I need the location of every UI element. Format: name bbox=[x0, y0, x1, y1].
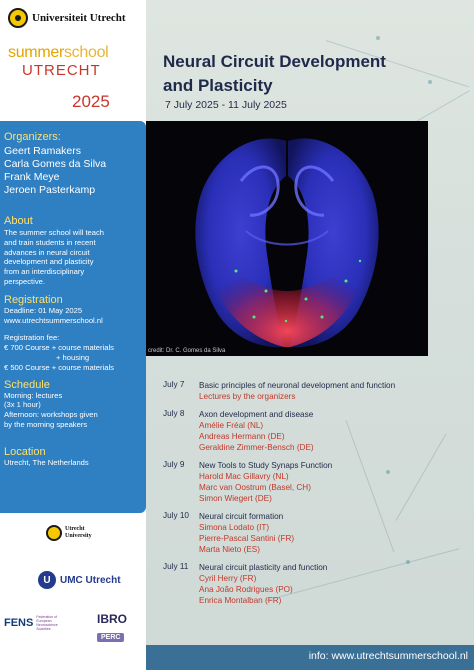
day-topic: Neural circuit formation bbox=[199, 512, 284, 521]
course-title bbox=[163, 50, 386, 98]
program-schedule bbox=[163, 380, 463, 606]
schedule-day bbox=[163, 511, 463, 555]
brain-microscopy-image bbox=[146, 121, 428, 356]
about-line: from an interdisciplinary bbox=[4, 267, 85, 277]
footer-website: info: www.utrechtsummerschool.nl bbox=[308, 650, 468, 662]
summerschool-wordmark bbox=[8, 44, 108, 62]
schedule-heading: Schedule bbox=[4, 378, 50, 391]
about-line: perspective. bbox=[4, 276, 45, 286]
info-panel bbox=[0, 121, 146, 513]
about-line: The summer school will teach bbox=[4, 228, 105, 237]
organizers-heading: Organizers: bbox=[4, 131, 61, 143]
wordmark-summer: summer bbox=[8, 44, 64, 61]
organizer-name: Frank Meye bbox=[4, 171, 60, 183]
day-speaker: Marta Nieto (ES) bbox=[199, 545, 260, 554]
uu-small-line-2: University bbox=[65, 533, 92, 539]
day-speaker: Simon Wiegert (DE) bbox=[199, 494, 272, 503]
uu-small-line-1: Utrecht bbox=[65, 526, 85, 532]
schedule-day bbox=[163, 380, 463, 402]
fee-heading: Registration fee: bbox=[4, 333, 60, 343]
location-heading: Location bbox=[4, 445, 46, 458]
schedule-line: (3x 1 hour) bbox=[4, 400, 41, 410]
about-line: development and plasticity bbox=[4, 257, 94, 267]
day-date: July 11 bbox=[163, 562, 189, 571]
schedule-day bbox=[163, 409, 463, 453]
utrecht-university-small-logo bbox=[46, 525, 92, 541]
wordmark-school: school bbox=[63, 44, 109, 61]
university-name: Universiteit Utrecht bbox=[32, 12, 126, 24]
about-text bbox=[0, 228, 146, 287]
fee-line: € 700 Course + course materials bbox=[4, 343, 114, 353]
schedule-line: by the morning speakers bbox=[4, 419, 88, 429]
title-line-2: and Plasticity bbox=[163, 76, 273, 95]
day-speaker: Simona Lodato (IT) bbox=[199, 523, 270, 532]
course-dates: 7 July 2025 - 11 July 2025 bbox=[165, 99, 287, 111]
day-speaker: Cyril Herry (FR) bbox=[199, 574, 257, 583]
day-date: July 9 bbox=[163, 460, 185, 469]
day-topic: Basic principles of neuronal development and function bbox=[199, 381, 396, 390]
day-speaker: Lectures by the organizers bbox=[199, 392, 296, 401]
registration-fees bbox=[0, 333, 146, 372]
day-date: July 7 bbox=[163, 380, 185, 389]
location-text: Utrecht, The Netherlands bbox=[4, 457, 89, 467]
uu-small-text bbox=[65, 526, 92, 540]
schedule-day bbox=[163, 562, 463, 606]
fee-line: € 500 Course + course materials bbox=[4, 362, 114, 372]
fens-logo bbox=[4, 615, 70, 631]
umc-mark-icon: U bbox=[38, 571, 56, 589]
utrecht-university-logo bbox=[8, 8, 126, 28]
organizer-name: Geert Ramakers bbox=[4, 145, 82, 157]
title-line-1: Neural Circuit Development bbox=[163, 52, 386, 71]
fens-subtitle: Federation of European Neuroscience Societies bbox=[36, 615, 58, 631]
about-line: advances in neural circuit bbox=[4, 247, 90, 257]
image-credit: credit: Dr. C. Gomes da Silva bbox=[148, 348, 226, 354]
about-line: and train students in recent bbox=[4, 237, 96, 247]
day-speaker: Andreas Hermann (DE) bbox=[199, 432, 285, 441]
schedule-line: Morning: lectures bbox=[4, 390, 63, 400]
university-seal-icon bbox=[8, 8, 28, 28]
day-speaker: Marc van Oostrum (Basel, CH) bbox=[199, 483, 311, 492]
edition-year: 2025 bbox=[72, 92, 110, 111]
university-seal-icon bbox=[46, 525, 62, 541]
schedule-day bbox=[163, 460, 463, 504]
umc-name: UMC Utrecht bbox=[60, 574, 121, 586]
ibro-perc-logo bbox=[97, 612, 127, 644]
umc-utrecht-logo bbox=[38, 571, 121, 589]
ibro-name: IBRO bbox=[97, 612, 127, 626]
day-speaker: Harold Mac Gillavry (NL) bbox=[199, 472, 289, 481]
day-speaker: Amélie Fréal (NL) bbox=[199, 421, 264, 430]
registration-website: www.utrechtsummerschool.nl bbox=[4, 315, 103, 325]
organizer-name: Jeroen Pasterkamp bbox=[4, 184, 96, 196]
organizers-list bbox=[0, 145, 146, 197]
registration-deadline: Deadline: 01 May 2025 bbox=[4, 305, 83, 315]
brain-section-illustration bbox=[146, 121, 428, 356]
fens-name: FENS bbox=[4, 617, 34, 629]
day-speaker: Ana João Rodrigues (PO) bbox=[199, 585, 293, 594]
organizer-name: Carla Gomes da Silva bbox=[4, 158, 107, 170]
fee-line: + housing bbox=[56, 352, 90, 362]
day-speaker: Enrica Montalban (FR) bbox=[199, 596, 282, 605]
day-date: July 8 bbox=[163, 409, 185, 418]
footer bbox=[0, 645, 474, 670]
day-topic: New Tools to Study Synaps Function bbox=[199, 461, 333, 470]
day-date: July 10 bbox=[163, 511, 189, 520]
perc-name: PERC bbox=[97, 633, 124, 642]
day-topic: Axon development and disease bbox=[199, 410, 314, 419]
schedule-line: Afternoon: workshops given bbox=[4, 410, 98, 420]
day-speaker: Geraldine Zimmer-Bensch (DE) bbox=[199, 443, 314, 452]
day-speaker: Pierre-Pascal Santini (FR) bbox=[199, 534, 295, 543]
day-topic: Neural circuit plasticity and function bbox=[199, 563, 328, 572]
registration-heading: Registration bbox=[4, 293, 63, 306]
about-heading: About bbox=[4, 215, 33, 227]
wordmark-city: UTRECHT bbox=[22, 62, 101, 79]
